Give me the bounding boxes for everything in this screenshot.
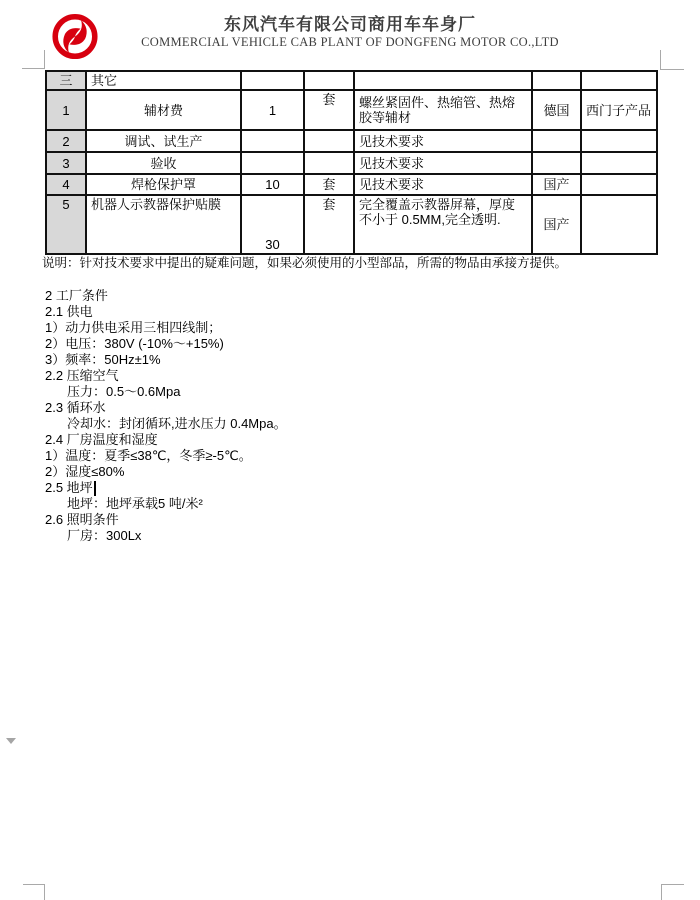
table-row (46, 130, 657, 152)
cell-origin[interactable] (532, 130, 581, 152)
crop-mark-bottom-right-h (661, 884, 684, 885)
list-item-power-1[interactable]: 1）动力供电采用三相四线制； (45, 320, 222, 335)
heading-factory-conditions[interactable]: 2 工厂条件 (45, 288, 108, 303)
spec-table (45, 70, 658, 255)
text-cursor (94, 481, 97, 496)
cell-empty[interactable] (354, 71, 532, 90)
cell-desc[interactable]: 见技术要求 (354, 152, 532, 174)
cell-name[interactable]: 焊枪保护罩 (86, 174, 241, 195)
crop-mark-top-left-h (22, 68, 44, 69)
list-item-temperature[interactable]: 1）温度：夏季≤38℃，冬季≥-5℃。 (45, 448, 252, 463)
cell-qty[interactable]: 10 (241, 174, 304, 195)
crop-mark-bottom-left-v (44, 885, 45, 900)
list-item-humidity[interactable]: 2）湿度≤80% (45, 464, 125, 479)
company-title-en: COMMERCIAL VEHICLE CAB PLANT OF DONGFENG MOTOR CO.,LTD (141, 35, 559, 49)
cell-empty[interactable] (581, 71, 657, 90)
cell-empty[interactable] (304, 71, 354, 90)
cell-remark[interactable] (581, 130, 657, 152)
table-header-row (46, 71, 657, 90)
heading-power-supply[interactable]: 2.1 供电 (45, 304, 93, 319)
cell-unit[interactable] (304, 130, 354, 152)
cell-no[interactable]: 4 (46, 174, 86, 195)
cell-name[interactable]: 辅材费 (86, 90, 241, 130)
margin-collapse-triangle-icon[interactable] (6, 738, 16, 744)
cell-no[interactable]: 1 (46, 90, 86, 130)
document-body (45, 288, 657, 544)
cell-name[interactable]: 调试、试生产 (86, 130, 241, 152)
list-item-power-2[interactable]: 2）电压：380V (-10%～+15%) (45, 336, 224, 351)
cell-origin[interactable]: 国产 (532, 195, 581, 254)
table-row (46, 152, 657, 174)
cell-unit[interactable]: 套 (304, 90, 354, 130)
cell-no[interactable]: 2 (46, 130, 86, 152)
line-air-pressure[interactable]: 压力：0.5～0.6Mpa (67, 384, 181, 399)
heading-temp-humidity[interactable]: 2.4 厂房温度和湿度 (45, 432, 158, 447)
cell-desc[interactable]: 见技术要求 (354, 174, 532, 195)
cell-unit[interactable]: 套 (304, 195, 354, 254)
line-floor-load[interactable]: 地坪：地坪承载5 吨/米² (67, 496, 203, 512)
cell-desc[interactable]: 完全覆盖示教器屏幕，厚度不小于 0.5MM,完全透明. (354, 195, 532, 254)
heading-floor[interactable] (45, 480, 657, 496)
cell-remark[interactable] (581, 174, 657, 195)
line-lighting-value[interactable]: 厂房：300Lx (67, 528, 142, 544)
crop-mark-top-right-h (661, 69, 684, 70)
line-cooling-water[interactable]: 冷却水：封闭循环,进水压力 0.4Mpa。 (67, 416, 287, 431)
cell-empty[interactable] (532, 71, 581, 90)
cell-section-no[interactable]: 三 (46, 71, 86, 90)
cell-desc[interactable]: 螺丝紧固件、热缩管、热熔胶等辅材 (354, 90, 532, 130)
table-row (46, 195, 657, 254)
crop-mark-top-right-v (660, 50, 661, 70)
heading-compressed-air[interactable]: 2.2 压缩空气 (45, 368, 119, 383)
crop-mark-bottom-left-h (23, 884, 45, 885)
cell-remark[interactable]: 西门子产品 (581, 90, 657, 130)
cell-qty[interactable]: 1 (241, 90, 304, 130)
cell-remark[interactable] (581, 152, 657, 174)
cell-unit[interactable] (304, 152, 354, 174)
heading-floor-text: 2.5 地坪 (45, 480, 93, 495)
company-title-cn: 东风汽车有限公司商用车车身厂 (224, 15, 476, 34)
cell-origin[interactable]: 德国 (532, 90, 581, 130)
heading-lighting[interactable]: 2.6 照明条件 (45, 512, 119, 528)
cell-desc[interactable]: 见技术要求 (354, 130, 532, 152)
heading-circulating-water[interactable]: 2.3 循环水 (45, 400, 106, 415)
cell-qty[interactable] (241, 130, 304, 152)
cell-section-name[interactable]: 其它 (86, 71, 241, 90)
cell-name[interactable]: 机器人示教器保护贴膜 (86, 195, 241, 254)
cell-remark[interactable] (581, 195, 657, 254)
table-row (46, 174, 657, 195)
table-row (46, 90, 657, 130)
cell-name[interactable]: 验收 (86, 152, 241, 174)
cell-empty[interactable] (241, 71, 304, 90)
list-item-power-3[interactable]: 3）频率：50Hz±1% (45, 352, 161, 367)
cell-no[interactable]: 3 (46, 152, 86, 174)
cell-origin[interactable]: 国产 (532, 174, 581, 195)
cell-unit[interactable]: 套 (304, 174, 354, 195)
cell-no[interactable]: 5 (46, 195, 86, 254)
cell-origin[interactable] (532, 152, 581, 174)
cell-qty[interactable]: 30 (241, 195, 304, 254)
cell-qty[interactable] (241, 152, 304, 174)
table-note[interactable]: 说明：针对技术要求中提出的疑难问题，如果必须使用的小型部品，所需的物品由承接方提供。 (42, 256, 568, 270)
crop-mark-top-left-v (44, 50, 45, 69)
crop-mark-bottom-right-v (661, 885, 662, 900)
